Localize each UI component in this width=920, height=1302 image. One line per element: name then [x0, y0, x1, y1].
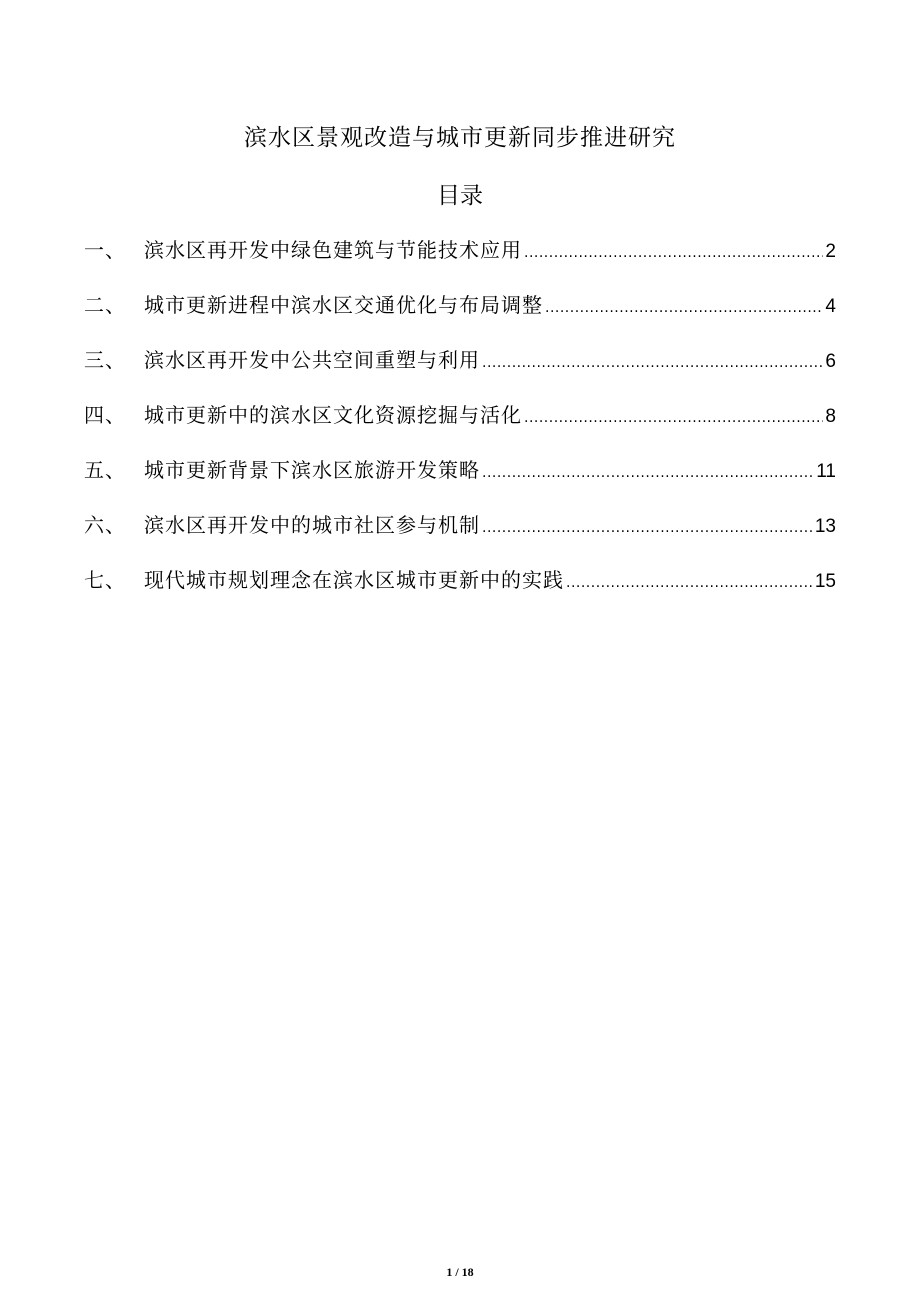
toc-entry-title: 城市更新中的滨水区文化资源挖掘与活化 [144, 403, 522, 427]
toc-dot-leader [482, 345, 823, 381]
toc-entry-4[interactable] [84, 397, 836, 452]
toc-dot-leader [482, 510, 813, 546]
toc-entry-title: 滨水区再开发中绿色建筑与节能技术应用 [144, 238, 522, 262]
toc-entry-1[interactable] [84, 232, 836, 287]
toc-dot-leader [524, 235, 823, 271]
page-number-footer: 1 / 18 [446, 1265, 474, 1279]
toc-entry-page: 13 [814, 516, 836, 537]
toc-entry-3[interactable] [84, 342, 836, 397]
toc-dot-leader [545, 290, 823, 326]
toc-entry-number: 一、 [84, 238, 126, 262]
toc-entry-number: 二、 [84, 293, 126, 317]
toc-entry-2[interactable] [84, 287, 836, 342]
toc-dot-leader [482, 455, 814, 491]
toc-entry-page: 11 [816, 461, 836, 482]
toc-entry-page: 8 [825, 406, 836, 427]
toc-entry-page: 6 [825, 351, 836, 372]
document-title: 滨水区景观改造与城市更新同步推进研究 [244, 125, 676, 151]
toc-entry-title: 现代城市规划理念在滨水区城市更新中的实践 [144, 568, 564, 592]
toc-entry-number: 四、 [84, 403, 126, 427]
toc-entry-title: 城市更新背景下滨水区旅游开发策略 [144, 458, 480, 482]
toc-dot-leader [566, 565, 813, 601]
toc-entry-page: 4 [825, 296, 836, 317]
table-of-contents [84, 232, 836, 617]
toc-entry-number: 六、 [84, 513, 126, 537]
toc-entry-7[interactable] [84, 562, 836, 617]
toc-entry-5[interactable] [84, 452, 836, 507]
toc-entry-number: 七、 [84, 568, 126, 592]
toc-entry-title: 城市更新进程中滨水区交通优化与布局调整 [144, 293, 543, 317]
toc-entry-6[interactable] [84, 507, 836, 562]
toc-heading: 目录 [437, 183, 483, 209]
toc-entry-number: 三、 [84, 348, 126, 372]
toc-dot-leader [524, 400, 823, 436]
toc-entry-page: 15 [814, 571, 836, 592]
toc-entry-title: 滨水区再开发中的城市社区参与机制 [144, 513, 480, 537]
toc-entry-title: 滨水区再开发中公共空间重塑与利用 [144, 348, 480, 372]
toc-entry-number: 五、 [84, 458, 126, 482]
toc-entry-page: 2 [825, 241, 836, 262]
